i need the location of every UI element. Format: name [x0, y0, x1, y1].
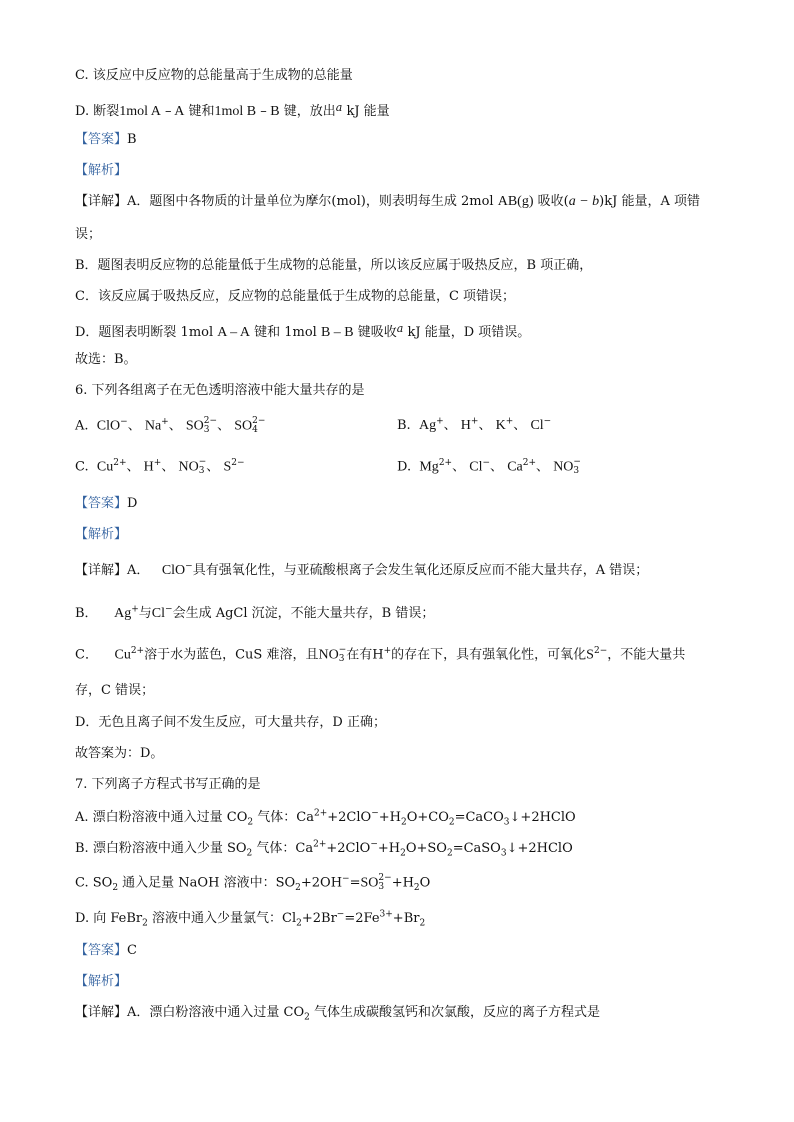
q6-option-c: C. $Cu^{2+}$、 H+、 NO − 3 、 $S^{2-}$ — [75, 457, 245, 476]
q6-option-b: B. Ag+、 H+、 K+、 Cl− — [397, 416, 552, 433]
q7-question: 7. 下列离子方程式书写正确的是 — [75, 777, 261, 792]
q6-analysis-heading: 【解析】 — [75, 527, 128, 542]
q7-option-d: D. 向 FeBr$_2$ 溶液中通入少量氯气：$Cl_2+2Br^-=2Fe^{3+}+Br_2$ — [75, 909, 426, 929]
q7-option-c: C. $SO_2$ 通入足量 NaOH 溶液中：$SO_2+2OH^-=SO$ 2− 3 $+H_2O$ — [75, 873, 431, 894]
q5-answer: 【答案】B — [75, 132, 137, 147]
q7-option-a: A. 漂白粉溶液中通入过量 $CO_2$ 气体：$Ca^{2+}+2ClO^-+H_2O+CO_2=CaCO_3↓+2HClO$ — [75, 808, 576, 828]
q6-option-d: D. $Mg^{2+}$、 Cl−、 $Ca^{2+}$、 NO − 3 — [397, 457, 581, 476]
q5-detail-b: B．题图表明反应物的总能量低于生成物的总能量，所以该反应属于吸热反应，B 项正确， — [75, 258, 593, 273]
q6-question: 6. 下列各组离子在无色透明溶液中能大量共存的是 — [75, 383, 365, 398]
q5-conclusion: 故选：B。 — [75, 352, 137, 367]
q7-detail-a: 【详解】A．漂白粉溶液中通入过量 $CO_2$ 气体生成碳酸氢钙和次氯酸，反应的离子方程式是 — [75, 1005, 601, 1023]
q6-detail-b: B． Ag+与Cl−会生成 AgCl 沉淀，不能大量共存，B 错误； — [75, 604, 435, 621]
q5-detail-a-cont: 误； — [75, 227, 102, 242]
q6-conclusion: 故答案为：D。 — [75, 746, 164, 761]
q5-option-d: D. 断裂1mol A – A 键和1mol B – B 键，放出$^a$ kJ 能量 — [75, 101, 390, 119]
q5-detail-c: C．该反应属于吸热反应，反应物的总能量低于生成物的总能量，C 项错误； — [75, 289, 516, 304]
q6-detail-d: D．无色且离子间不发生反应，可大量共存，D 正确； — [75, 715, 386, 730]
q5-detail-a: 【详解】A．题图中各物质的计量单位为摩尔(mol)，则表明每生成 2mol AB(g) 吸收(a − b)kJ 能量，A 项错 — [75, 194, 700, 209]
q6-detail-c-cont: 存，C 错误； — [75, 683, 155, 698]
q5-option-c: C. 该反应中反应物的总能量高于生成物的总能量 — [75, 68, 353, 83]
q6-detail-a: 【详解】A． ClO−具有强氧化性，与亚硫酸根离子会发生氧化还原反应而不能大量共存，A 错误； — [75, 561, 649, 578]
q7-option-b: B. 漂白粉溶液中通入少量 $SO_2$ 气体：$Ca^{2+}+2ClO^-+H_2O+SO_2=CaSO_3↓+2HClO$ — [75, 839, 573, 859]
q5-analysis-heading: 【解析】 — [75, 163, 128, 178]
q5-detail-d: D．题图表明断裂 1mol A – A 键和 1mol B – B 键吸收$^a$ kJ 能量，D 项错误。 — [75, 322, 531, 340]
q7-answer: 【答案】C — [75, 943, 137, 958]
q7-analysis-heading: 【解析】 — [75, 974, 128, 989]
q6-option-a: A. ClO−、 Na+、 SO 2− 3 、 SO 2− 4 — [75, 416, 266, 435]
q6-answer: 【答案】D — [75, 496, 138, 511]
q6-detail-c: C． $Cu^{2+}$溶于水为蓝色，CuS 难溶，且NO − 3 在有H+的存在下，具有强氧化性，可氧化$S^{2-}$，不能大量共 — [75, 645, 686, 664]
